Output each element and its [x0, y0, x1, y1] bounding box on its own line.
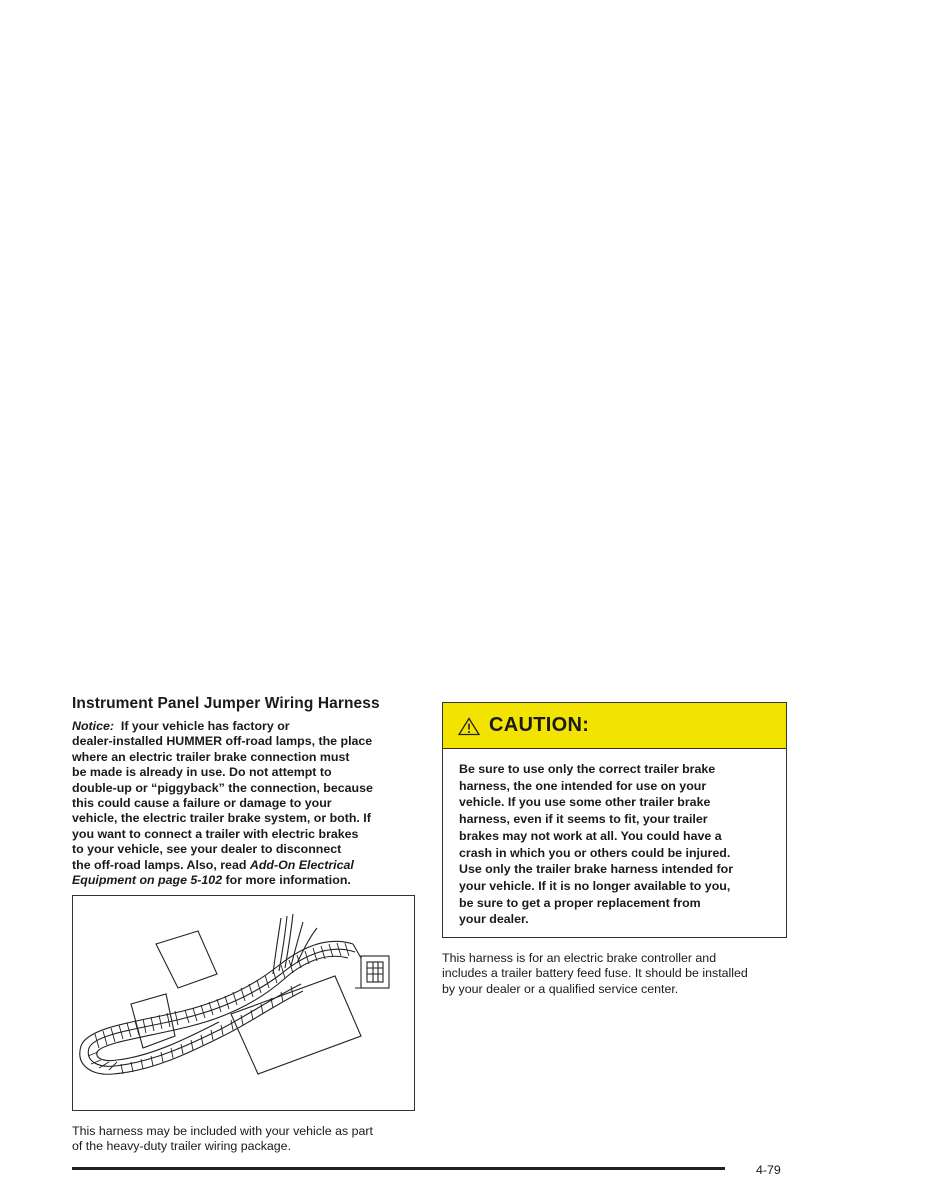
notice-line: be made is already in use. Do not attempt to — [72, 765, 332, 780]
caution-header — [443, 703, 786, 749]
caution-line: vehicle. If you use some other trailer brake — [459, 795, 711, 810]
cross-reference-link[interactable]: Equipment on page 5-102 — [72, 873, 223, 888]
caution-line: brakes may not work at all. You could have a — [459, 828, 722, 843]
caution-line: Be sure to use only the correct trailer brake — [459, 762, 716, 776]
caption-line: This harness may be included with your vehicle as part — [72, 1124, 373, 1138]
caution-box — [442, 702, 787, 938]
caution-line: your dealer. — [459, 912, 529, 927]
wiring-harness-illustration — [73, 896, 416, 1112]
notice-line: to your vehicle, see your dealer to disconnect — [72, 842, 342, 857]
notice-line: double-up or “piggyback” the connection, because — [72, 780, 373, 795]
notice-line: If your vehicle has factory or — [120, 719, 290, 733]
footer-rule — [72, 1167, 725, 1170]
notice-line: vehicle, the electric trailer brake system, or both. If — [72, 811, 371, 826]
section-title: Instrument Panel Jumper Wiring Harness — [72, 695, 380, 712]
caution-line: your vehicle. If it is no longer available to you, — [459, 878, 731, 893]
figure-caption-left — [72, 1124, 422, 1155]
caution-line: harness, even if it seems to fit, your trailer — [459, 812, 708, 827]
notice-line: dealer-installed HUMMER off-road lamps, the place — [72, 734, 373, 749]
description-line: This harness is for an electric brake controller and — [442, 951, 717, 965]
description-line: includes a trailer battery feed fuse. It should be installed — [442, 966, 748, 981]
description-line: by your dealer or a qualified service center. — [442, 981, 679, 996]
notice-line: the off-road lamps. Also, read — [72, 857, 247, 872]
notice-line: you want to connect a trailer with electric brakes — [72, 826, 359, 841]
harness-figure — [72, 895, 415, 1111]
caution-label: CAUTION: — [489, 714, 590, 736]
caption-line: of the heavy-duty trailer wiring package. — [72, 1139, 292, 1154]
notice-paragraph — [72, 719, 417, 888]
caution-line: Use only the trailer brake harness intended for — [459, 862, 734, 877]
notice-line: where an electric trailer brake connection must — [72, 749, 350, 764]
harness-description — [442, 951, 792, 997]
caution-text — [459, 761, 779, 928]
caution-line: be sure to get a proper replacement from — [459, 895, 701, 910]
notice-line: for more information. — [225, 873, 351, 888]
warning-triangle-icon — [458, 717, 480, 736]
notice-line: this could cause a failure or damage to your — [72, 796, 332, 811]
notice-label: Notice: — [72, 719, 114, 733]
caution-line: harness, the one intended for use on your — [459, 778, 707, 793]
caution-line: crash in which you or others could be injured. — [459, 845, 731, 860]
page-number: 4-79 — [756, 1163, 781, 1177]
cross-reference-link[interactable]: Add-On Electrical — [249, 857, 354, 872]
